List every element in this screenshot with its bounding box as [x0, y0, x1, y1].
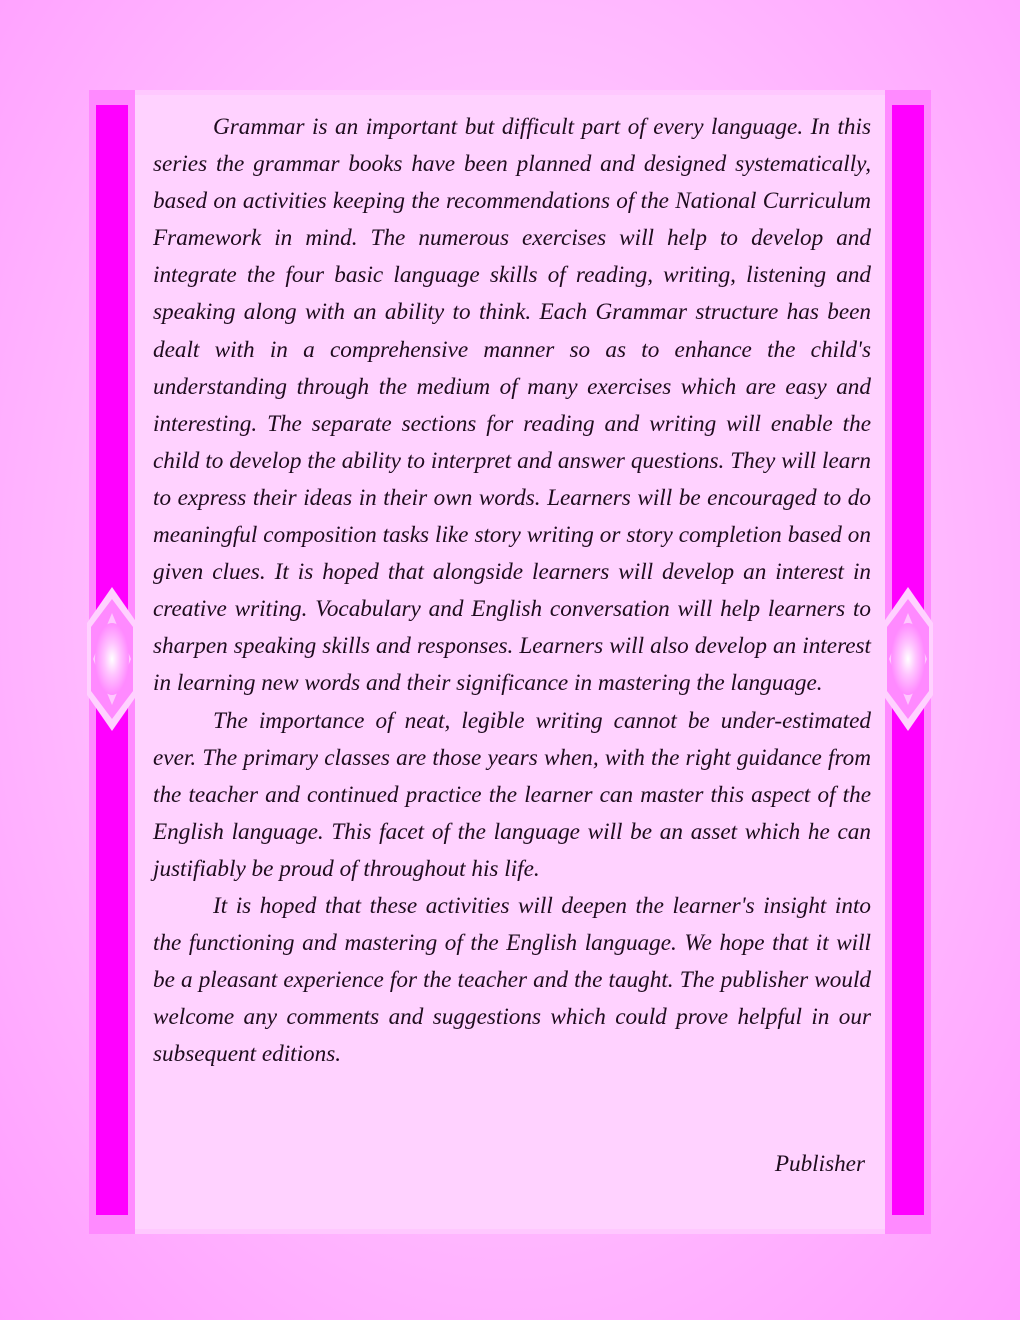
publisher-signature: Publisher: [774, 1151, 865, 1177]
right-diamond-ornament: [883, 587, 933, 731]
preface-text: [153, 109, 871, 1073]
left-diamond-ornament: [87, 587, 137, 731]
paragraph-handwriting: The importance of neat, legible writing cannot be under-estimated ever. The primary classes are those years when, with the right guidance from the teacher and continued practice the learner can master this aspect of the English language. This facet of the language will be an asset which he can justifiably be proud of throughout his life.: [153, 707, 871, 882]
left-decorative-border: [89, 90, 135, 1234]
paragraph-closing: It is hoped that these activities will deepen the learner's insight into the functioning and mastering of the English language. We hope that it will be a pleasant experience for the teacher and the taught. The publisher would welcome any comments and suggestions which could prove helpful in our subsequent editions.: [153, 892, 871, 1068]
paragraph-intro: Grammar is an important but difficult part of every language. In this series the grammar books have been planned and designed systematically, based on activities keeping the recommendations of the National Curriculum Framework in mind. The numerous exercises will help to develop and integrate the four basic language skills of reading, writing, listening and speaking along with an ability to think. Each Grammar structure has been dealt with in a comprehensive manner so as to enhance the child's understanding through the medium of many exercises which are easy and interesting. The separate sections for reading and writing will enable the child to develop the ability to interpret and answer questions. They will learn to express their ideas in their own words. Learners will be encouraged to do meaningful composition tasks like story writing or story completion based on given clues. It is hoped that alongside learners will develop an interest in creative writing. Vocabulary and English conversation will help learners to sharpen speaking skills and responses. Learners will also develop an interest in learning new words and their significance in mastering the language.: [153, 114, 871, 697]
preface-panel: [135, 95, 885, 1229]
right-decorative-border: [885, 90, 931, 1234]
